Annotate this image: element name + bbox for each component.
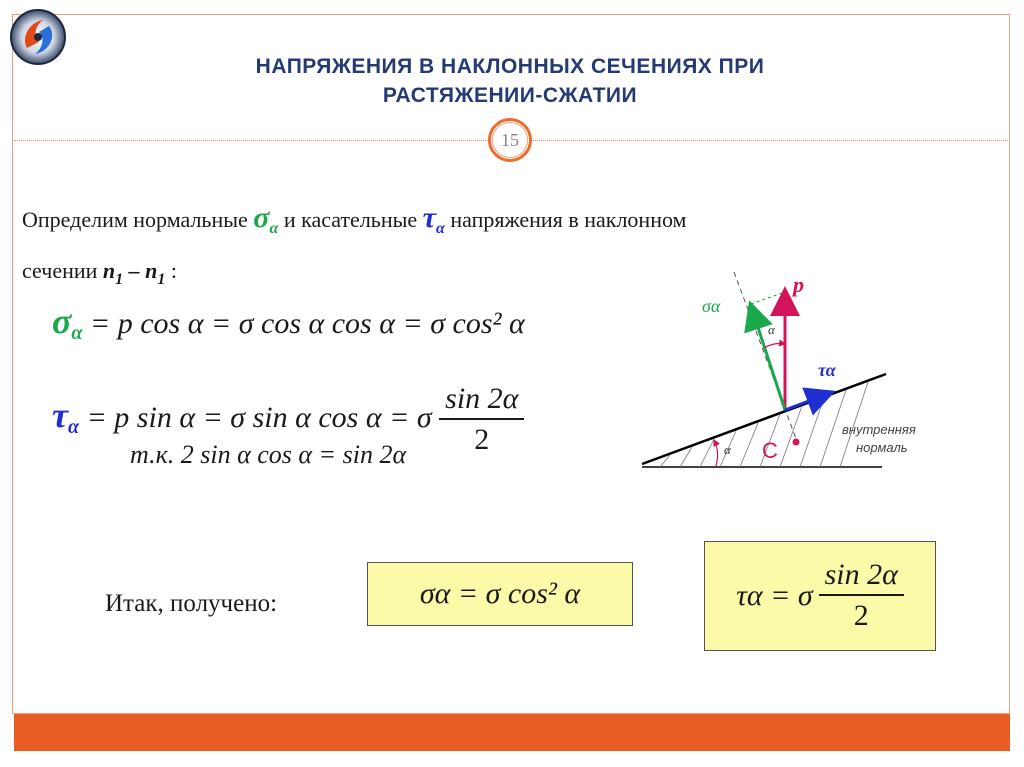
eq1-rhs: = p cos α = σ cos α cos α = σ cos² α: [89, 307, 525, 340]
title-line-2: РАСТЯЖЕНИИ-СЖАТИИ: [382, 84, 638, 107]
eq1-lhs-sub: α: [71, 322, 83, 344]
result-box-tau-fraction: [819, 556, 904, 636]
logo-icon: [9, 8, 67, 66]
tau-symbol: τ: [422, 201, 436, 234]
eq2-frac-num: sin 2α: [439, 380, 524, 420]
section-dash: –: [123, 258, 146, 283]
angle-arc-top: [764, 344, 785, 349]
label-c: C: [762, 438, 778, 463]
section-n1-b-sub: 1: [157, 271, 166, 288]
equation-sigma: [52, 300, 525, 345]
eq2-frac-den: 2: [474, 423, 490, 456]
label-sigma: σα: [702, 296, 721, 316]
intro-part-1: Определим нормальные: [22, 207, 254, 232]
inclined-section-diagram: [630, 262, 960, 482]
tau-vector: [785, 393, 830, 410]
intro-part-2: и касательные: [278, 207, 423, 232]
label-p: p: [793, 272, 804, 297]
label-normal-2: нормаль: [856, 440, 908, 455]
tau-subscript: α: [435, 220, 445, 237]
angle-arc-bottom: [714, 440, 718, 466]
point-c-dot: [793, 439, 800, 446]
label-alpha-bottom: α: [724, 442, 731, 457]
eq2-lhs: τ: [52, 394, 68, 435]
page-number-badge: [488, 118, 532, 162]
slide-title: [80, 52, 940, 110]
page-number: 15: [492, 122, 528, 158]
section-n1-a-sub: 1: [115, 271, 124, 288]
intro-part-4: сечении: [22, 258, 103, 283]
section-n1-a: n: [102, 258, 116, 283]
intro-part-3: напряжения в наклонном: [444, 207, 687, 232]
result-box-sigma-text: σα = σ cos² α: [419, 577, 581, 610]
footer-bar: [14, 714, 1010, 751]
result-box-tau-num: sin 2α: [819, 556, 904, 596]
eq1-lhs: σ: [52, 301, 72, 341]
intro-colon: :: [165, 258, 178, 283]
label-normal-1: внутренняя: [842, 422, 916, 437]
section-n1-b: n: [145, 258, 158, 283]
result-box-tau: [704, 541, 936, 651]
equation-identity: т.к. 2 sin α cos α = sin 2α: [130, 440, 407, 469]
result-box-sigma: [367, 562, 633, 626]
sigma-projection: [751, 292, 785, 304]
sigma-subscript: α: [269, 220, 279, 237]
label-tau: τα: [818, 360, 836, 380]
eq2-fraction: [439, 380, 524, 460]
eq2-lhs-sub: α: [67, 415, 80, 438]
result-label: Итак, получено:: [105, 590, 278, 617]
eq2-rhs: = p sin α = σ sin α cos α = σ: [86, 400, 432, 434]
title-line-1: НАПРЯЖЕНИЯ В НАКЛОННЫХ СЕЧЕНИЯХ ПРИ: [255, 55, 765, 78]
result-box-tau-prefix: τα = σ: [736, 579, 813, 612]
label-alpha-top: α: [768, 322, 775, 337]
sigma-symbol: σ: [253, 201, 270, 234]
result-box-tau-den: 2: [853, 599, 869, 632]
